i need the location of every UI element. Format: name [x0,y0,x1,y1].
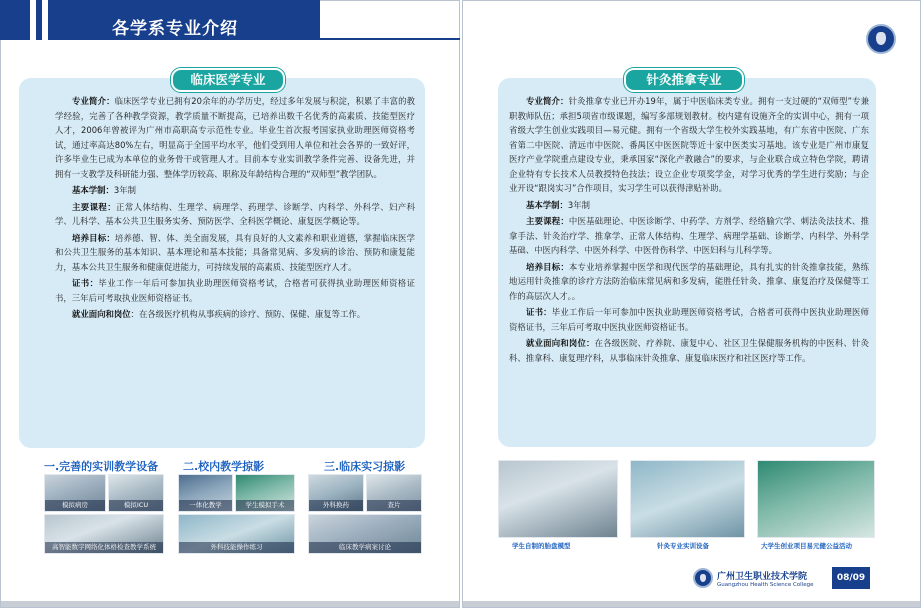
photo-acupuncture-equipment [630,460,745,538]
school-name-cn: 广州卫生职业技术学院 [717,572,808,582]
photo-caption: 学生自制的胎盘模型 [512,542,571,550]
photo-caption: 大学生创业项目易元健公益活动 [761,542,852,550]
intro-paragraph: 专业简介：针灸推拿专业已开办19年，属于中医临床类专业。拥有一支过硬的“双师型”专兼职教师队伍；承担5项省市级课题，编写多部规划教材。校内建有设施齐全的实训中心，拥有一项省级大学生创业实践项目—易元健。拥有一个省级大学生校外实践基地，有广东省中医院、广东省第二中医院、清远市中医院、番禺区中医医院等近十家中医类实习基地。该专业是广州市康复医疗产业学院重点建设专业，秉承国家“深化产教融合”的要求，与企业联合成立特色学院，聘请企业特有专长技术人员教授特色技法；设立企业专项奖学金，对学习优秀的学生进行奖励；与企业开设“跟岗实习”合作项目，实习学生可以获得津贴补助。 [509,96,869,193]
intro-paragraph: 专业简介：临床医学专业已拥有20余年的办学历史，经过多年发展与积淀，积累了丰富的教学经验，完善了各种教学资源，教学质量不断提高，已培养出数千名优秀的高素质、技能型医疗人才，2006年曾被评为广州市高职高专示范性专业。毕业生首次报考国家执业助理医师资格考试，通过率高达80%左右，明显高于全国平均水平，他们受到用人单位和社会各界的一致好评，许多毕业生已成为本单位的业务骨干或管理人才。目前本专业实训教学条件完善、设备先进，并拥有一支教学及科研能力强、整体学历较高、职称及年龄结构合理的“双师型”教学团队。 [55,96,415,179]
header-stripe [30,0,36,40]
duration-paragraph: 基本学制：3年制 [526,199,590,210]
photo: 模拟ICU [108,474,164,512]
school-name-en: Guangzhou Health Science College [717,582,814,588]
photo-startup-activity [757,460,875,538]
acupuncture-text [509,94,869,367]
photo: 一体化教学 [178,474,233,512]
courses-paragraph: 主要课程：正常人体结构、生理学、病理学、药理学、诊断学、内科学、外科学、妇产科学、儿科学、基本公共卫生服务实务、预防医学、全科医学概论、康复医学概论等。 [55,201,415,226]
photo-caption: 针灸专业实训设备 [657,542,709,550]
photo: 外科技能操作练习 [178,514,295,554]
page-bottom-edge [1,601,459,607]
photo: 高智能数字网络化体格检查教学系统 [44,514,164,554]
school-logo-icon [866,24,896,54]
major-title-clinical: 临床医学专业 [171,68,285,92]
header-rule [320,38,460,40]
photo: 外科换药 [308,474,364,512]
section-title-internship: 三.临床实习掠影 [324,460,406,473]
section-title-equipment: 一.完善的实训教学设备 [44,460,159,473]
school-logo-icon [693,568,713,588]
goals-paragraph: 培养目标：培养德、智、体、美全面发展，具有良好的人文素养和职业道德，掌握临床医学和公共卫生服务的基本知识、基本理论和基本技能；具备常见病、多发病的诊治、预防和康复能力，基本公共卫生服务和健康促进能力，可持续发展的高素质、技能型医疗人才。 [55,232,416,272]
photo: 查片 [366,474,422,512]
certificate-paragraph: 证书：毕业工作一年后可参加执业助理医师资格考试，合格者可获得执业助理医师资格证书，三年后可考取执业医师资格证书。 [55,278,416,303]
photo-placenta-model [498,460,618,538]
header-stripe [42,0,48,40]
clinical-medicine-text [55,94,415,324]
duration-paragraph: 基本学制：3年制 [72,185,136,195]
employment-paragraph: 就业面向和岗位：在各级医院、疗养院、康复中心、社区卫生保健服务机构的中医科、针灸科、推拿科、康复理疗科，从事临床针灸推拿、康复临床医疗和社区医疗等工作。 [509,338,869,363]
page-number: 08/09 [832,567,870,589]
page-bottom-edge [463,601,920,607]
employment-paragraph: 就业面向和岗位：在各级医疗机构从事疾病的诊疗、预防、保健、康复等工作。 [72,309,366,319]
section-title-campus: 二.校内教学掠影 [183,460,265,473]
header-band [0,0,320,40]
major-title-acupuncture: 针灸推拿专业 [624,68,744,92]
courses-paragraph: 主要课程：中医基础理论、中医诊断学、中药学、方剂学、经络腧穴学、刺法灸法技术、推拿手法、针灸治疗学、推拿学、正常人体结构、生理学、病理学基础、诊断学、内科学、外科学基础、中医内科学、中医外科学、中医骨伤科学、中医妇科与儿科学等。 [509,216,870,255]
photo: 学生模拟手术 [235,474,295,512]
photo: 临床教学病案讨论 [308,514,422,554]
certificate-paragraph: 证书：毕业工作后一年可参加中医执业助理医师资格考试，合格者可获得中医执业助理医师资格证书，三年后可考取中医执业医师资格证书。 [509,307,870,332]
page-title: 各学系专业介绍 [112,19,238,39]
photo: 模拟病房 [44,474,106,512]
goals-paragraph: 培养目标：本专业培养掌握中医学和现代医学的基础理论，具有扎实的针灸推拿技能，熟练地运用针灸推拿的诊疗方法防治临床常见病和多发病，能胜任针灸、推拿、康复治疗及保健等工作的高层次人才。。 [509,261,870,301]
